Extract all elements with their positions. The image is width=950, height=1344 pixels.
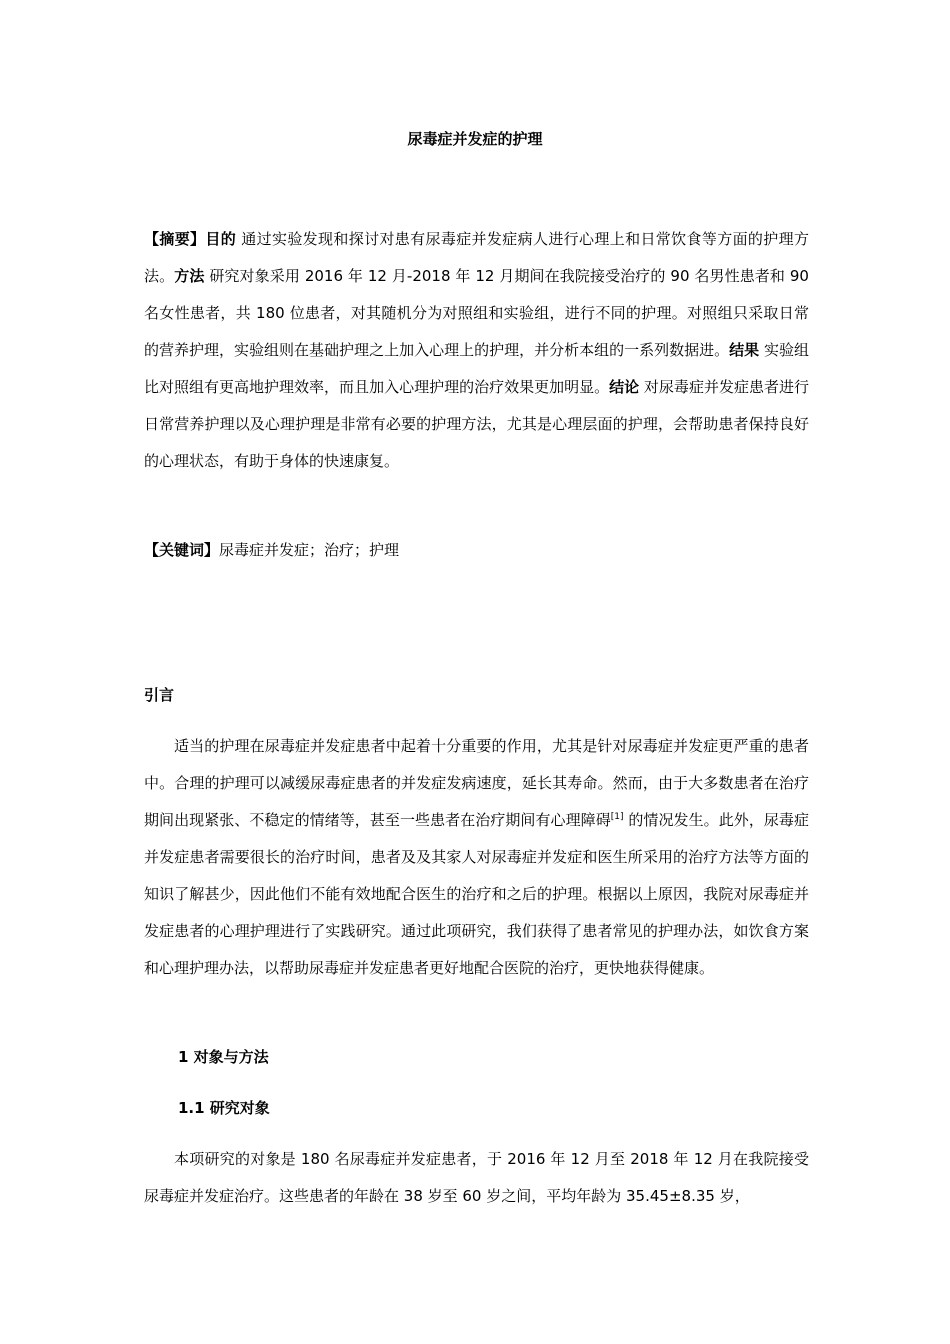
abstract-label: 【摘要】 — [144, 230, 206, 248]
subsection-heading: 1.1 研究对象 — [178, 1099, 270, 1117]
abstract-purpose-text: 通过实验发现和探讨对患有尿毒症并发症病人进行心理上和日常饮食等方面的护理方法。 — [144, 230, 809, 285]
intro-heading: 引言 — [144, 686, 175, 704]
abstract-result-text: 实验组比对照组有更高地护理效率，而且加入心理护理的治疗效果更加明显。 — [144, 341, 809, 396]
abstract-purpose-label: 目的 — [205, 230, 237, 248]
keywords-line — [144, 532, 809, 569]
citation-ref[interactable]: [1] — [610, 812, 624, 822]
abstract-conclusion-text: 对尿毒症并发症患者进行日常营养护理以及心理护理是非常有必要的护理方法，尤其是心理层面的护理，会帮助患者保持良好的心理状态，有助于身体的快速康复。 — [144, 378, 809, 470]
intro-text-part2: 的情况发生。此外，尿毒症并发症患者需要很长的治疗时间，患者及及其家人对尿毒症并发症和医生所采用的治疗方法等方面的知识了解甚少，因此他们不能有效地配合医生的治疗和之后的护理。根据以上原因，我院对尿毒症并发症患者的心理护理进行了实践研究。通过此项研究，我们获得了患者常见的护理办法，如饮食方案和心理护理办法，以帮助尿毒症并发症患者更好地配合医院的治疗，更快地获得健康。 — [144, 811, 809, 977]
abstract-method-label: 方法 — [174, 267, 205, 285]
abstract-result-label: 结果 — [729, 341, 760, 359]
abstract-conclusion-label: 结论 — [609, 378, 640, 396]
intro-text-part1: 适当的护理在尿毒症并发症患者中起着十分重要的作用，尤其是针对尿毒症并发症更严重的患者中。合理的护理可以减缓尿毒症患者的并发症发病速度，延长其寿命。然而，由于大多数患者在治疗期间出现紧张、不稳定的情绪等，甚至一些患者在治疗期间有心理障碍 — [144, 737, 809, 829]
keywords-text: 尿毒症并发症；治疗；护理 — [219, 541, 400, 559]
paper-title: 尿毒症并发症的护理 — [407, 130, 543, 148]
keywords-label: 【关键词】 — [144, 541, 220, 559]
section-heading: 1 对象与方法 — [178, 1048, 269, 1066]
intro-paragraph — [144, 728, 809, 987]
subjects-paragraph: 本项研究的对象是 180 名尿毒症并发症患者，于 2016 年 12 月至 2018 年 12 月在我院接受尿毒症并发症治疗。这些患者的年龄在 38 岁至 60 岁之间，平均年龄为 35.45±8.35 岁， — [144, 1150, 809, 1205]
abstract-method-text: 研究对象采用 2016 年 12 月-2018 年 12 月期间在我院接受治疗的 90 名男性患者和 90 名女性患者，共 180 位患者，对其随机分为对照组和实验组，进行不同的护理。对照组只采取日常的营养护理，实验组则在基础护理之上加入心理上的护理，并分析本组的一系列数据进。 — [144, 267, 809, 359]
abstract-paragraph — [144, 221, 809, 480]
